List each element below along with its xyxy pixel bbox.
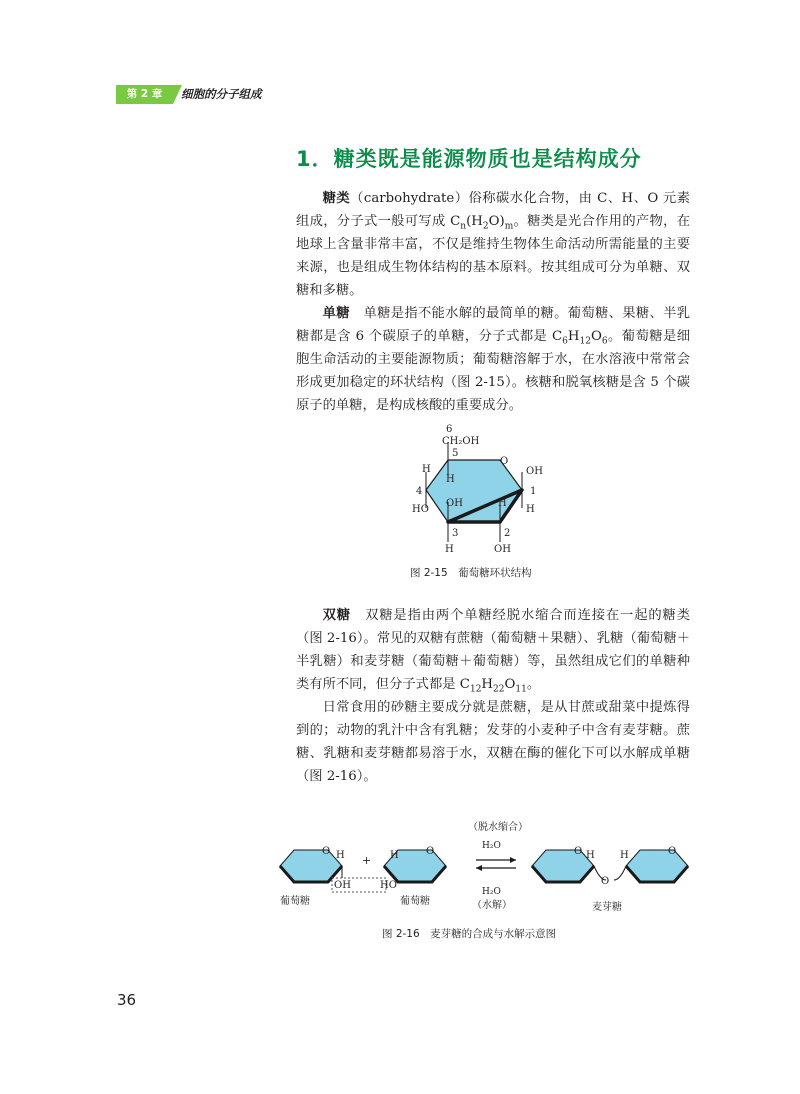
h-c1-label: H <box>526 504 535 515</box>
carbon-4-label: 4 <box>416 486 423 497</box>
h-label-1: H <box>336 850 345 861</box>
oh-c1-label: OH <box>526 466 543 477</box>
carbon-2-label: 2 <box>504 528 511 539</box>
text-run: 。 <box>526 677 541 692</box>
body-block-2 <box>296 604 690 788</box>
water-label-top: H₂O <box>482 841 501 851</box>
subscript: 12 <box>579 336 591 347</box>
h-label-3: H <box>586 850 595 861</box>
h-c5-label: H <box>446 474 455 485</box>
ho-c4-label: HO <box>412 504 429 515</box>
oh-c2-label: OH <box>494 544 511 555</box>
carbon-5-label: 5 <box>452 448 459 459</box>
bridge-oxygen: O <box>601 876 610 887</box>
figure-2-15-caption: 图 2-15 葡萄糖环状结构 <box>410 567 532 579</box>
water-label-bottom: H₂O <box>482 887 501 897</box>
ring-oxygen-1: O <box>322 846 331 857</box>
h-c4-top-label: H <box>422 464 431 475</box>
ring-oxygen-4: O <box>668 846 677 857</box>
text-run: H <box>567 329 580 344</box>
oh-label: OH <box>334 880 351 891</box>
ch2oh-label: CH₂OH <box>442 436 480 447</box>
text-run: 。糖类是光合作用的产物，在地球上含量非常丰富，不仅是维持生物体生命活动所需能量的主要来源，也是组成生物体结构的基本原料。按其组成可分为单糖、双糖和多糖。 <box>296 214 691 298</box>
glucose-label-2: 葡萄糖 <box>400 896 430 907</box>
page-number: 36 <box>117 991 137 1009</box>
h-c3-label: H <box>445 544 454 555</box>
text-run: 单糖是指不能水解的最简单的糖。葡萄糖、果糖、半乳糖都是含 6 个碳原子的单糖，分子式都是 C <box>296 306 691 344</box>
hydrolysis-label: （水解） <box>472 900 512 911</box>
subscript: 2 <box>482 221 489 232</box>
glycosidic-bond <box>614 866 626 880</box>
text-run: H <box>481 677 494 692</box>
plus-sign: + <box>362 854 372 867</box>
term-disaccharide: 双糖 <box>322 608 351 623</box>
paragraph-monosaccharide <box>296 302 690 417</box>
h-label-4: H <box>620 850 629 861</box>
subscript: n <box>460 221 467 232</box>
term-monosaccharide: 单糖 <box>322 306 350 321</box>
section-title: 1．糖类既是能源物质也是结构成分 <box>296 147 642 171</box>
subscript: 6 <box>601 336 608 347</box>
subscript: m <box>504 221 514 232</box>
ring-oxygen-2: O <box>426 846 435 857</box>
text-run: (H <box>466 214 483 229</box>
ring-oxygen-label: O <box>500 456 509 467</box>
subscript: 12 <box>469 684 482 695</box>
subscript: 11 <box>515 684 527 695</box>
text-run: 。葡萄糖是细胞生命活动的主要能源物质；葡萄糖溶解于水，在水溶液中常常会形成更加稳定的环状结构（图 2-15）。核糖和脱氧核糖是含 5 个碳原子的单糖，是构成核酸的重要成分。 <box>296 329 690 413</box>
text-run: O <box>504 677 516 692</box>
text-run: （carbohydrate）俗称碳水化合物，由 C、H、O 元素组成，分子式一般可写成 C <box>296 191 690 229</box>
oh-c3-label: OH <box>446 498 463 509</box>
chapter-title: 细胞的分子组成 <box>181 87 262 101</box>
ring-oxygen-3: O <box>574 846 583 857</box>
forward-arrowhead <box>510 857 516 863</box>
paragraph-disaccharide <box>296 604 690 696</box>
text-run: 双糖是指由两个单糖经脱水缩合而连接在一起的糖类（图 2-16）。常见的双糖有蔗糖（葡萄糖＋果糖）、乳糖（葡萄糖＋半乳糖）和麦芽糖（葡萄糖＋葡萄糖）等，虽然组成它们的单糖种类有所不同，但分子式都是 C <box>296 608 691 692</box>
carbon-6-label: 6 <box>446 424 453 435</box>
glucose-label-1: 葡萄糖 <box>280 896 310 907</box>
figure-2-16-caption: 图 2-16 麦芽糖的合成与水解示意图 <box>382 928 557 940</box>
body-block-1 <box>296 187 690 417</box>
ho-label: HO <box>380 880 397 891</box>
maltose-label: 麦芽糖 <box>592 902 622 913</box>
subscript: 22 <box>493 684 505 695</box>
reverse-arrowhead <box>476 865 482 871</box>
chapter-tab: 第 2 章 <box>116 85 173 104</box>
term-carbohydrate: 糖类 <box>322 191 351 206</box>
h-c2-label: H <box>498 498 507 509</box>
dehydration-condensation-label: （脱水缩合） <box>468 822 528 833</box>
carbon-1-label: 1 <box>530 486 537 497</box>
subscript: 6 <box>562 336 568 347</box>
glucose-ring-figure <box>400 420 570 560</box>
text-run: O <box>590 329 602 344</box>
h-label-2: H <box>390 850 399 861</box>
maltose-figure <box>276 818 700 916</box>
paragraph-sugar-sources: 日常食用的砂糖主要成分就是蔗糖，是从甘蔗或甜菜中提炼得到的；动物的乳汁中含有乳糖；发芽的小麦种子中含有麦芽糖。蔗糖、乳糖和麦芽糖都易溶于水，双糖在酶的催化下可以水解成单糖（图 2-16）。 <box>296 700 690 784</box>
text-run: O) <box>488 214 505 229</box>
paragraph-carbohydrate <box>296 187 690 302</box>
carbon-3-label: 3 <box>452 528 459 539</box>
